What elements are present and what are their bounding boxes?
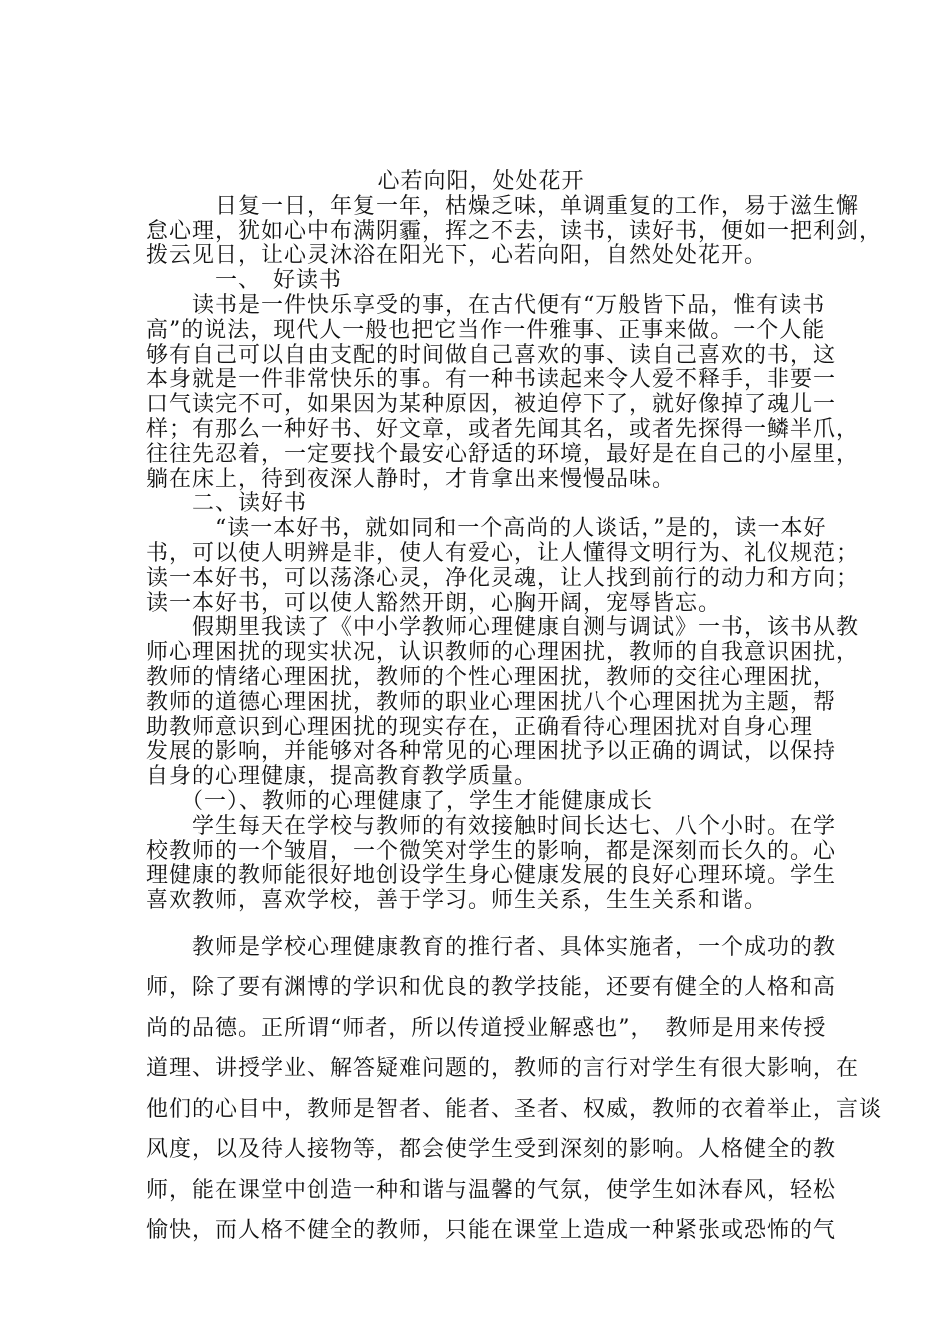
paragraph-line: “读一本好书，就如同和一个高尚的人谈话，”是的，读一本好 bbox=[146, 516, 827, 542]
paragraph-line: 尚的品德。正所谓“师者，所以传道授业解惑也”， 教师是用来传授 bbox=[146, 1015, 827, 1041]
paragraph-line: 助教师意识到心理困扰的现实存在，正确看待心理困扰对自身心理 bbox=[146, 714, 814, 740]
paragraph-line: 拨云见日，让心灵沐浴在阳光下，心若向阳，自然处处花开。 bbox=[146, 243, 768, 269]
paragraph-line: 自身的心理健康，提高教育教学质量。 bbox=[146, 764, 538, 790]
paragraph-line: 发展的影响，并能够对各种常见的心理困扰予以正确的调试，以保持 bbox=[146, 739, 837, 765]
paragraph-line: 他们的心目中，教师是智者、能者、圣者、权威，教师的衣着举止，言谈 bbox=[146, 1096, 883, 1122]
paragraph-line: 师，能在课堂中创造一种和谐与温馨的气氛，使学生如沐春风，轻松 bbox=[146, 1177, 837, 1203]
paragraph-line: 往往先忍着，一定要找个最安心舒适的环境，最好是在自己的小屋里， bbox=[146, 441, 860, 467]
paragraph-line: 道理、讲授学业、解答疑难问题的，教师的言行对学生有很大影响，在 bbox=[146, 1056, 860, 1082]
paragraph-line: 师心理困扰的现实状况，认识教师的心理困扰，教师的自我意识困扰， bbox=[146, 640, 860, 666]
intro-paragraph bbox=[146, 193, 883, 269]
paragraph-line: 躺在床上，待到夜深人静时，才肯拿出来慢慢品味。 bbox=[146, 466, 676, 492]
teacher-paragraph bbox=[146, 928, 883, 1252]
section2-paragraph bbox=[146, 516, 860, 616]
paragraph-line: 书，可以使人明辨是非，使人有爱心，让人懂得文明行为、礼仪规范； bbox=[146, 540, 860, 566]
paragraph-line: 日复一日，年复一年，枯燥乏味，单调重复的工作，易于滋生懈 bbox=[146, 193, 860, 219]
paragraph-line: 口气读完不可，如果因为某种原因，被迫停下了，就好像掉了魂儿一 bbox=[146, 392, 837, 418]
paragraph-line: 师，除了要有渊博的学识和优良的教学技能，还要有健全的人格和高 bbox=[146, 975, 837, 1001]
paragraph-line: 风度，以及待人接物等，都会使学生受到深刻的影响。人格健全的教 bbox=[146, 1137, 837, 1163]
subsection1-paragraph bbox=[146, 813, 837, 914]
document-title: 心若向阳，处处花开 bbox=[377, 169, 585, 194]
paragraph-line: 读一本好书，可以使人豁然开朗，心胸开阔，宠辱皆忘。 bbox=[146, 590, 722, 616]
document-page bbox=[146, 169, 883, 1252]
paragraph-line: 学生每天在学校与教师的有效接触时间长达七、八个小时。在学 bbox=[146, 813, 837, 839]
paragraph-line: 高”的说法，现代人一般也把它当作一件雅事、正事来做。一个人能 bbox=[146, 317, 826, 343]
paragraph-line: 读书是一件快乐享受的事，在古代便有“万般皆下品，惟有读书 bbox=[146, 292, 826, 318]
paragraph-spacer bbox=[146, 914, 816, 928]
paragraph-line: 假期里我读了《中小学教师心理健康自测与调试》一书，该书从教 bbox=[146, 615, 860, 641]
paragraph-line: 本身就是一件非常快乐的事。有一种书读起来令人爱不释手，非要一 bbox=[146, 367, 837, 393]
section-heading-1: 一、 好读书 bbox=[146, 268, 343, 294]
book-paragraph bbox=[146, 615, 860, 790]
paragraph-line: 校教师的一个皱眉，一个微笑对学生的影响，都是深刻而长久的。心 bbox=[146, 838, 837, 864]
paragraph-line: 理健康的教师能很好地创设学生身心健康发展的良好心理环境。学生 bbox=[146, 863, 837, 889]
section-heading-2: 二、读好书 bbox=[146, 491, 308, 517]
paragraph-line: 喜欢教师，喜欢学校，善于学习。师生关系，生生关系和谐。 bbox=[146, 888, 768, 914]
paragraph-line: 教师是学校心理健康教育的推行者、具体实施者，一个成功的教 bbox=[146, 934, 837, 960]
section1-paragraph bbox=[146, 292, 860, 492]
paragraph-line: 读一本好书，可以荡涤心灵，净化灵魂，让人找到前行的动力和方向； bbox=[146, 565, 860, 591]
paragraph-line: 怠心理，犹如心中布满阴霾，挥之不去，读书，读好书，便如一把利剑， bbox=[146, 218, 883, 244]
subsection-heading-1: （一）、教师的心理健康了，学生才能健康成长 bbox=[146, 788, 654, 814]
paragraph-line: 够有自己可以自由支配的时间做自己喜欢的事、读自己喜欢的书，这 bbox=[146, 342, 837, 368]
paragraph-line: 教师的道德心理困扰，教师的职业心理困扰八个心理困扰为主题，帮 bbox=[146, 689, 837, 715]
paragraph-line: 样；有那么一种好书、好文章，或者先闻其名，或者先探得一鳞半爪， bbox=[146, 416, 860, 442]
paragraph-line: 愉快，而人格不健全的教师，只能在课堂上造成一种紧张或恐怖的气 bbox=[146, 1218, 837, 1244]
paragraph-line: 教师的情绪心理困扰，教师的个性心理困扰，教师的交往心理困扰， bbox=[146, 664, 837, 690]
